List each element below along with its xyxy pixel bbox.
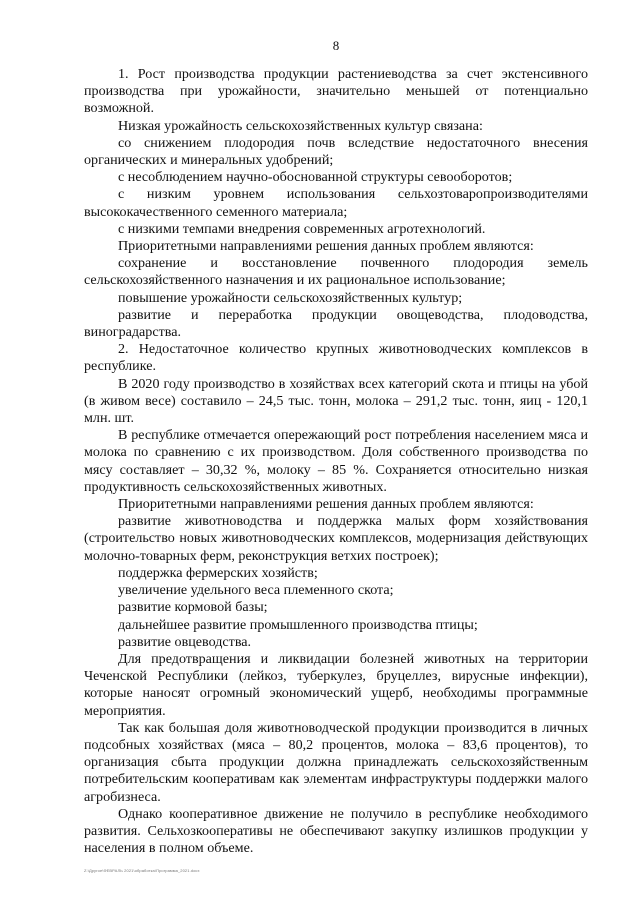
paragraph: Так как большая доля животноводческой продукции производится в личных подсобных хозяйствах (мяса – 80,2 процентов, молока – 83,6 процентов), то организация сбыта продукции должна принадлежать сельскохозяйственным потребительским кооперативам как элементам инфраструктуры поддержки малого агробизнеса.: [84, 719, 588, 805]
paragraph: Для предотвращения и ликвидации болезней животных на территории Чеченской Республики (лейкоз, туберкулез, бруцеллез, вирусные инфекции), которые наносят огромный экономический ущерб, необходимы программные мероприятия.: [84, 650, 588, 719]
list-item: со снижением плодородия почв вследствие недостаточного внесения органических и минеральных удобрений;: [84, 134, 588, 169]
list-item: с низкими темпами внедрения современных агротехнологий.: [118, 220, 486, 237]
list-item: увеличение удельного веса племенного скота;: [118, 582, 394, 599]
list-item: развитие и переработка продукции овощеводства, плодоводства, виноградарства.: [84, 306, 588, 341]
list-item: повышение урожайности сельскохозяйственных культур;: [118, 289, 463, 306]
paragraph: Приоритетными направлениями решения данных проблем являются:: [118, 496, 534, 513]
list-item: развитие кормовой базы;: [118, 599, 268, 616]
footer-file-path: Z:\Другое\ФЕВРАЛЬ 2021\обработка\Программа_2021.docx: [84, 868, 200, 873]
paragraph: Однако кооперативное движение не получило в республике необходимого развития. Сельхозкооперативы не обеспечивают закупку излишков продукции у населения в полном объеме.: [84, 805, 588, 857]
list-item: с низким уровнем использования сельхозтоваропроизводителями высококачественного семенного материала;: [84, 186, 588, 220]
list-item: с несоблюдением научно-обоснованной структуры севооборотов;: [118, 169, 513, 186]
list-item: дальнейшее развитие промышленного производства птицы;: [118, 616, 478, 633]
document-body: [84, 66, 588, 857]
list-item: поддержка фермерских хозяйств;: [118, 564, 318, 581]
list-item: сохранение и восстановление почвенного плодородия земель сельскохозяйственного назначения и их рациональное использование;: [84, 255, 588, 289]
paragraph: В республике отмечается опережающий рост потребления населением мяса и молока по сравнению с их производством. Доля собственного производства по мясу составляет – 30,32 %, молоку – 85 %. Сохраняется относительно низкая продуктивность сельскохозяйственных животных.: [84, 427, 588, 495]
list-item: развитие овцеводства.: [118, 633, 252, 650]
paragraph: 1. Рост производства продукции растениеводства за счет экстенсивного производства при урожайности, значительно меньшей от потенциально возможной.: [84, 66, 588, 117]
paragraph: Приоритетными направлениями решения данных проблем являются:: [118, 238, 534, 255]
page-number: 8: [332, 38, 340, 53]
paragraph: Низкая урожайность сельскохозяйственных культур связана:: [118, 117, 483, 134]
paragraph: В 2020 году производство в хозяйствах всех категорий скота и птицы на убой (в живом весе) составило – 24,5 тыс. тонн, молока – 291,2 тыс. тонн, яиц - 120,1 млн. шт.: [84, 375, 588, 427]
paragraph: 2. Недостаточное количество крупных животноводческих комплексов в республике.: [84, 341, 588, 375]
list-item: развитие животноводства и поддержка малых форм хозяйствования (строительство новых животноводческих комплексов, модернизация действующих молочно-товарных ферм, реконструкция ветхих построек);: [84, 513, 588, 564]
